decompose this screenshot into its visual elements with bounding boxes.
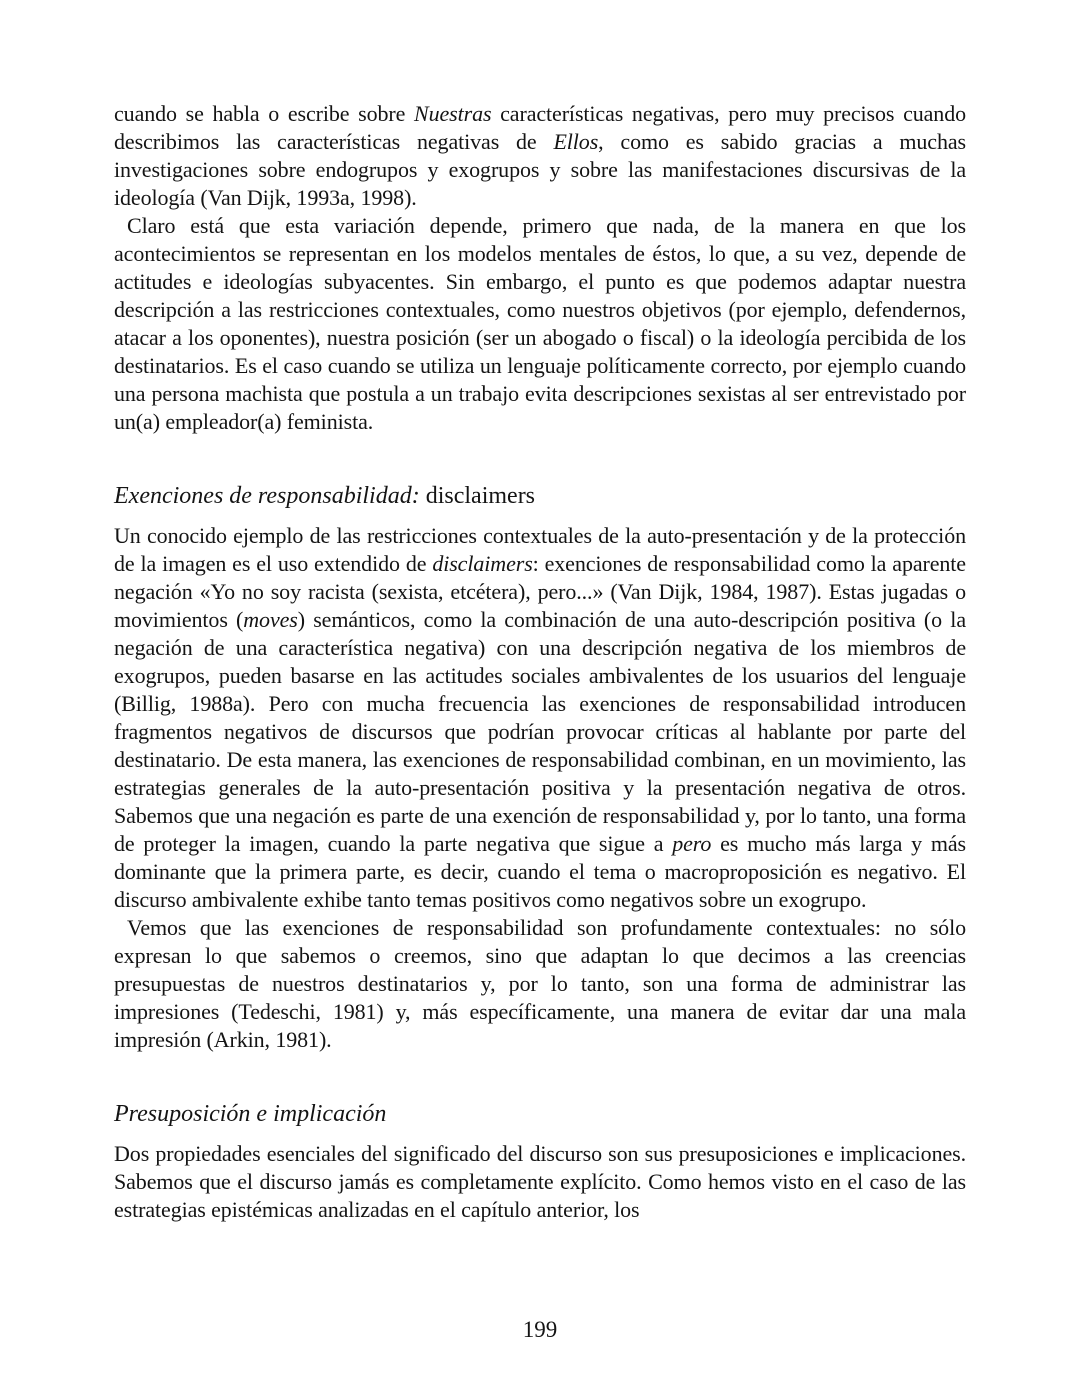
- body-paragraph: [114, 100, 966, 212]
- text-run: Claro está que esta variación depende, primero que nada, de la manera en que los acontecimientos se representan en los modelos mentales de éstos, lo que, a su vez, depende de actitudes e ideologías subyacentes. Sin embargo, el punto es que podemos adaptar nuestra descripción a las restricciones contextuales, como nuestros objetivos (por ejemplo, defendernos, atacar a los oponentes), nuestra posición (ser un abogado o fiscal) o la ideología percibida de los destinatarios. Es el caso cuando se utiliza un lenguaje políticamente correcto, por ejemplo cuando una persona machista que postula a un trabajo evita descripciones sexistas al ser entrevistado por un(a) empleador(a) feminista.: [114, 213, 966, 434]
- page-number: 199: [522, 1317, 558, 1342]
- text-run: Vemos que las exenciones de responsabilidad son profundamente contextuales: no sólo expresan lo que sabemos o creemos, sino que adaptan lo que decimos a las creencias presupuestas de nuestros destinatarios y, por lo tanto, son una forma de administrar las impresiones (Tedeschi, 1981) y, más específicamente, una manera de evitar dar una mala impresión (Arkin, 1981).: [114, 915, 966, 1052]
- body-paragraph: [114, 212, 966, 436]
- section-heading: [114, 1099, 966, 1129]
- text-run: ) semánticos, como la combinación de una auto-descripción positiva (o la negación de una característica negativa) con una descripción negativa de los miembros de exogrupos, pueden basarse en las actitudes sociales ambivalentes de los usuarios del lenguaje (Billig, 1988a). Pero con mucha frecuencia las exenciones de responsabilidad introducen fragmentos negativos de discursos que podrían provocar críticas al hablante por parte del destinatario. De esta manera, las exenciones de responsabilidad combinan, en un movimiento, las estrategias generales de la auto-presentación positiva y la presentación negativa de otros. Sabemos que una negación es parte de una exención de responsabilidad y, por lo tanto, una forma de proteger la imagen, cuando la parte negativa que sigue a: [114, 607, 966, 856]
- italic-text-run: Ellos: [553, 129, 599, 154]
- italic-text-run: pero: [672, 831, 712, 856]
- italic-text-run: moves: [243, 607, 298, 632]
- section-heading: [114, 481, 966, 511]
- italic-text-run: Exenciones de responsabilidad:: [114, 483, 420, 509]
- body-paragraph: [114, 1140, 966, 1224]
- italic-text-run: Presuposición e implicación: [114, 1101, 387, 1127]
- body-paragraph: [114, 522, 966, 914]
- italic-text-run: Nuestras: [414, 101, 492, 126]
- text-block: [114, 100, 966, 1224]
- text-run: : exenciones de responsabilidad como la aparente negación «Yo no soy racista (sexista, etcétera), pero...» (Van Dijk, 1984, 1987). Estas jugadas o movimientos (: [114, 551, 966, 632]
- text-run: , como es sabido gracias a muchas investigaciones sobre endogrupos y exogrupos y sobre las manifestaciones discursivas de la ideología (Van Dijk, 1993a, 1998).: [114, 129, 966, 210]
- text-run: Dos propiedades esenciales del significado del discurso son sus presuposiciones e implicaciones. Sabemos que el discurso jamás es completamente explícito. Como hemos visto en el caso de las estrategias epistémicas analizadas en el capítulo anterior, los: [114, 1141, 966, 1222]
- body-paragraph: [114, 914, 966, 1054]
- text-run: disclaimers: [419, 483, 536, 509]
- text-run: es mucho más larga y más dominante que la primera parte, es decir, cuando el tema o macroproposición es negativo. El discurso ambivalente exhibe tanto temas positivos como negativos sobre un exogrupo.: [114, 831, 966, 912]
- text-run: características negativas, pero muy precisos cuando describimos las características negativas de: [114, 101, 966, 154]
- text-run: cuando se habla o escribe sobre: [114, 101, 415, 126]
- italic-text-run: disclaimers: [432, 551, 533, 576]
- text-run: Un conocido ejemplo de las restricciones contextuales de la auto-presentación y de la protección de la imagen es el uso extendido de: [114, 523, 966, 576]
